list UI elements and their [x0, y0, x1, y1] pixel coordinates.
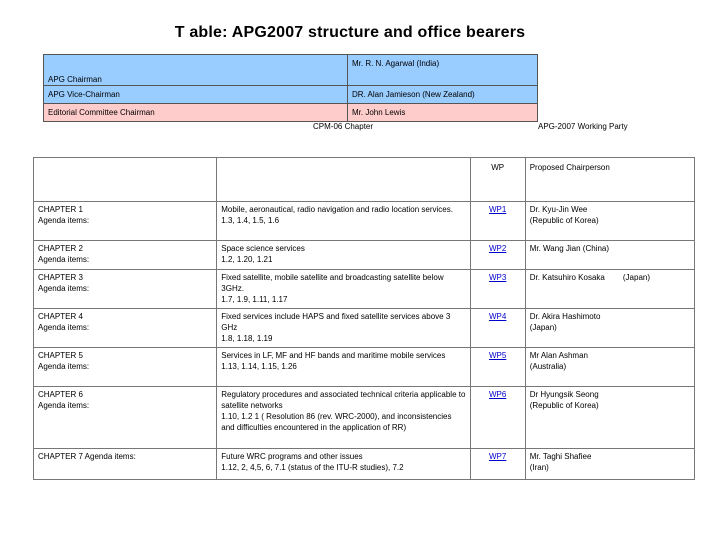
chairperson-name: Mr. Wang Jian (China) — [529, 244, 610, 253]
chairperson-country: (Japan) — [529, 323, 557, 332]
office-bearer-name: Mr. John Lewis — [348, 104, 538, 122]
agenda-items: 1.2, 1.20, 1.21 — [221, 255, 273, 264]
table-row — [34, 241, 695, 270]
chairperson-name: Dr Hyungsik Seong — [529, 390, 599, 399]
chapter-name: CHAPTER 1 — [38, 205, 83, 214]
office-bearer-role: Editorial Committee Chairman — [44, 104, 348, 122]
chairperson-name: Mr. Taghi Shafiee — [529, 452, 592, 461]
chapter-subject: Regulatory procedures and associated technical criteria applicable to satellite networks — [221, 390, 466, 410]
chairperson-country: (Iran) — [529, 463, 549, 472]
wp-link[interactable]: WP5 — [489, 351, 507, 360]
wp-link[interactable]: WP6 — [489, 390, 507, 399]
wp-link[interactable]: WP1 — [489, 205, 507, 214]
chapter-name: CHAPTER 3 — [38, 273, 83, 282]
agenda-items: 1.3, 1.4, 1.5, 1.6 — [221, 216, 280, 225]
agenda-label: Agenda items: — [38, 401, 90, 410]
wp-link[interactable]: WP4 — [489, 312, 507, 321]
table-row — [34, 348, 695, 387]
agenda-items: 1.7, 1.9, 1.11, 1.17 — [221, 295, 288, 304]
chapter-subject: Space science services — [221, 244, 305, 253]
chair-column-header: Proposed Chairperson — [525, 158, 694, 202]
office-bearer-row — [44, 104, 538, 122]
chairperson-name: Dr. Katsuhiro Kosaka — [529, 273, 605, 282]
table-row — [34, 387, 695, 449]
table-row — [34, 202, 695, 241]
chapter-name: CHAPTER 5 — [38, 351, 83, 360]
chapter-name: CHAPTER 6 — [38, 390, 83, 399]
chapter-subject: Fixed satellite, mobile satellite and broadcasting satellite below 3GHz. — [221, 273, 444, 293]
agenda-items: 1.13, 1.14, 1.15, 1.26 — [221, 362, 297, 371]
wp-link[interactable]: WP7 — [489, 452, 507, 461]
agenda-items: 1.10, 1.2 1 ( Resolution 86 (rev. WRC-2000), and inconsistencies and difficulties encountered in the application of RR) — [221, 412, 452, 432]
chairperson-name: Mr Alan Ashman — [529, 351, 588, 360]
wp-link[interactable]: WP2 — [489, 244, 507, 253]
agenda-label: Agenda items: — [38, 284, 90, 293]
chapter-name: CHAPTER 4 — [38, 312, 83, 321]
office-bearer-name: Mr. R. N. Agarwal (India) — [348, 55, 538, 86]
agenda-label: Agenda items: — [38, 362, 90, 371]
chapter-subject: Services in LF, MF and HF bands and maritime mobile services — [221, 351, 446, 360]
chapter-name: CHAPTER 7 Agenda items: — [38, 452, 136, 461]
agenda-items: 1.8, 1.18, 1.19 — [221, 334, 273, 343]
table-header-row — [34, 158, 695, 202]
chapters-table — [33, 157, 695, 480]
cpm-chapter-header: CPM-06 Chapter — [313, 122, 374, 131]
office-bearers-table — [43, 54, 538, 122]
office-bearer-row — [44, 86, 538, 104]
office-bearer-row — [44, 55, 538, 86]
table-row — [34, 270, 695, 309]
agenda-label: Agenda items: — [38, 255, 90, 264]
office-bearer-role: APG Vice-Chairman — [44, 86, 348, 104]
chapter-subject: Future WRC programs and other issues — [221, 452, 363, 461]
office-bearer-role: APG Chairman — [44, 55, 348, 86]
agenda-label: Agenda items: — [38, 323, 90, 332]
page-title: T able: APG2007 structure and office bearers — [174, 24, 526, 41]
chapter-name: CHAPTER 2 — [38, 244, 83, 253]
chairperson-country: (Republic of Korea) — [529, 401, 599, 410]
wp-link[interactable]: WP3 — [489, 273, 507, 282]
chairperson-country: (Japan) — [622, 273, 650, 282]
chapter-subject: Mobile, aeronautical, radio navigation and radio location services. — [221, 205, 453, 214]
agenda-label: Agenda items: — [38, 216, 90, 225]
chairperson-country: (Australia) — [529, 362, 567, 371]
office-bearer-name: DR. Alan Jamieson (New Zealand) — [348, 86, 538, 104]
agenda-items: 1.12, 2, 4,5, 6, 7.1 (status of the ITU-R studies), 7.2 — [221, 463, 404, 472]
wp-column-header: WP — [470, 158, 525, 202]
table-row — [34, 309, 695, 348]
working-party-header: APG-2007 Working Party — [538, 122, 628, 131]
chairperson-name: Dr. Kyu-Jin Wee — [529, 205, 588, 214]
chairperson-name: Dr. Akira Hashimoto — [529, 312, 601, 321]
chairperson-country: (Republic of Korea) — [529, 216, 599, 225]
chapter-subject: Fixed services include HAPS and fixed satellite services above 3 GHz — [221, 312, 451, 332]
table-row — [34, 449, 695, 480]
